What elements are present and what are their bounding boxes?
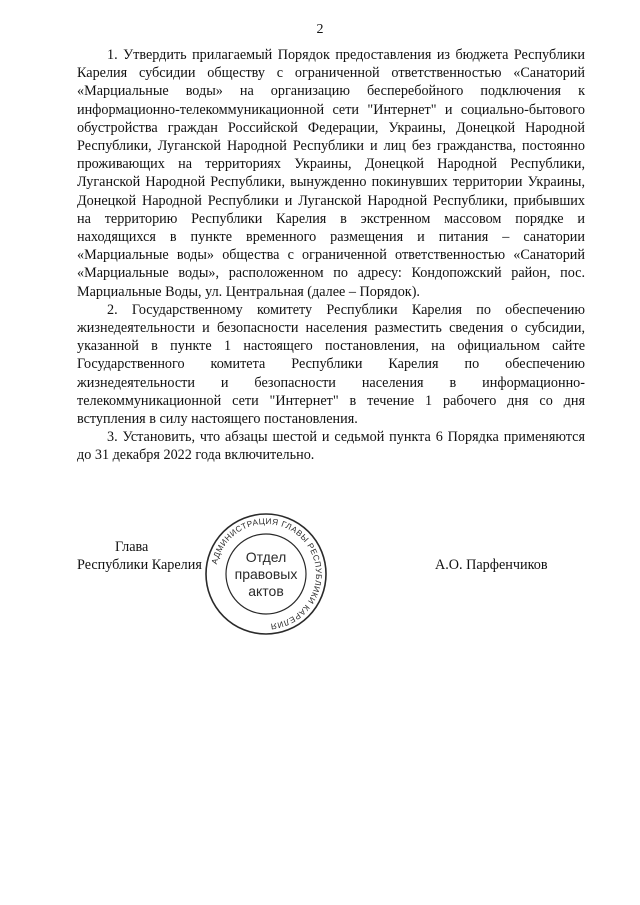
stamp-center-line1: Отдел: [245, 549, 287, 565]
signatory-name: А.О. Парфенчиков: [435, 557, 548, 573]
stamp-center-line3: актов: [248, 583, 284, 599]
paragraph-3: 3. Установить, что абзацы шестой и седьмой пункта 6 Порядка применяются до 31 декабря 2022 года включительно.: [77, 429, 585, 464]
signatory-title-line1: Глава: [115, 539, 149, 555]
paragraph-2: 2. Государственному комитету Республики Карелия по обеспечению жизнедеятельности и безопасности населения разместить сведения о субсидии, указанной в пункте 1 настоящего постановления, на официальном сайте Государственного комитета Республики Карелия по обеспечению жизнедеятельности и безопасности населения в информационно-телекоммуникационной сети "Интернет" в течение 1 рабочего дня со дня вступления в силу настоящего постановления.: [77, 301, 585, 428]
document-body: [77, 46, 585, 465]
page-number: 2: [316, 22, 324, 37]
paragraph-1: 1. Утвердить прилагаемый Порядок предоставления из бюджета Республики Карелия субсидии обществу с ограниченной ответственностью «Санаторий «Марциальные воды» на организацию бесперебойного подключения к информационно-телекоммуникационной сети "Интернет" и социально-бытового обустройства граждан Российской Федерации, Украины, Донецкой Народной Республики, Луганской Народной Республики и лиц без гражданства, постоянно проживающих на территориях Украины, Донецкой Народной Республики, Луганской Народной Республики, вынужденно покинувших территории Украины, Донецкой Народной Республики и Луганской Народной Республики, прибывших на территорию Республики Карелия в экстренном массовом порядке и находящихся в пункте временного размещения и питания – санатории «Марциальные воды» общества с ограниченной ответственностью «Санаторий «Марциальные воды», расположенном по адресу: Кондопожский район, пос. Марциальные Воды, ул. Центральная (далее – Порядок).: [77, 47, 585, 300]
signatory-title-line2: Республики Карелия: [77, 557, 202, 574]
stamp-center-line2: правовых: [234, 566, 298, 582]
stamp-ring-text: АДМИНИСТРАЦИЯ ГЛАВЫ РЕСПУБЛИКИ КАРЕЛИЯ: [209, 516, 324, 631]
stamp-seal: [204, 512, 328, 636]
signatory-title: [77, 538, 202, 574]
